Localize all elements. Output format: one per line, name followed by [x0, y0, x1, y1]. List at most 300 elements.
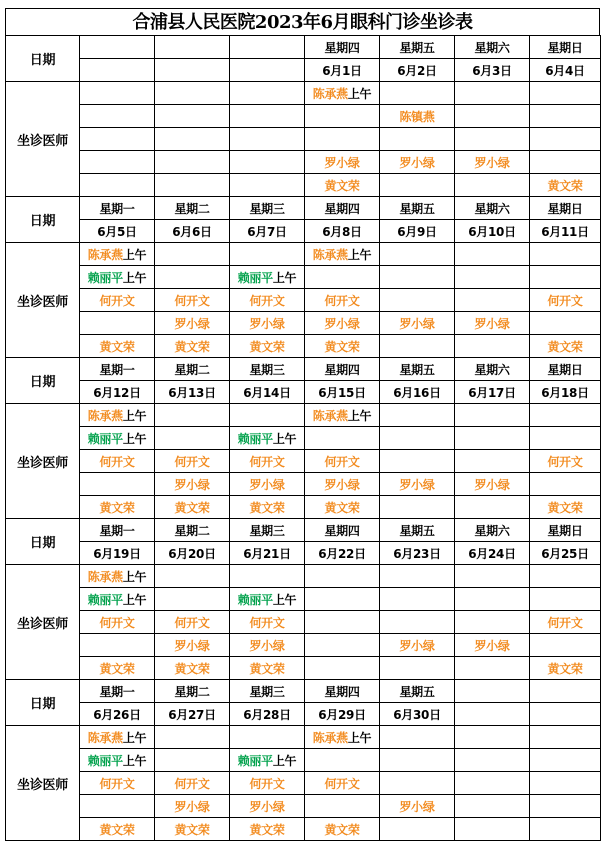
doctor-name: 黄文荣	[99, 339, 135, 354]
weekday-row	[6, 680, 601, 703]
doctor-name: 陈承燕	[87, 408, 123, 423]
schedule-cell	[155, 335, 230, 358]
schedule-cell	[305, 151, 380, 174]
schedule-cell	[530, 404, 601, 427]
schedule-cell	[455, 795, 530, 818]
schedule-cell	[155, 151, 230, 174]
schedule-cell	[455, 818, 530, 841]
doctor-row	[6, 818, 601, 841]
doctor-name: 陈承燕	[87, 569, 123, 584]
schedule-cell	[230, 289, 305, 312]
schedule-cell	[230, 473, 305, 496]
schedule-cell	[530, 335, 601, 358]
schedule-cell	[80, 243, 155, 266]
doctor-name: 黄文荣	[249, 661, 285, 676]
doctor-name: 赖丽平	[87, 592, 123, 607]
doctor-name: 陈承燕	[87, 730, 123, 745]
doctor-row	[6, 404, 601, 427]
date-cell: 6月16日	[380, 381, 455, 404]
date-cell	[80, 59, 155, 82]
weekday-cell: 星期五	[380, 197, 455, 220]
schedule-cell	[230, 795, 305, 818]
schedule-cell	[380, 105, 455, 128]
date-label: 日期	[6, 36, 80, 82]
date-cell: 6月6日	[155, 220, 230, 243]
schedule-cell	[380, 588, 455, 611]
schedule-cell	[530, 818, 601, 841]
schedule-cell	[380, 611, 455, 634]
date-cell	[230, 59, 305, 82]
doctor-name: 赖丽平	[237, 270, 273, 285]
date-cell	[455, 703, 530, 726]
doctor-name: 罗小绿	[174, 799, 210, 814]
schedule-cell	[155, 588, 230, 611]
doctor-row	[6, 634, 601, 657]
schedule-cell	[305, 634, 380, 657]
weekday-cell: 星期二	[155, 197, 230, 220]
date-row	[6, 381, 601, 404]
schedule-cell	[155, 243, 230, 266]
session-label: 上午	[122, 270, 147, 285]
schedule-cell	[305, 726, 380, 749]
schedule-cell	[80, 565, 155, 588]
date-cell: 6月23日	[380, 542, 455, 565]
schedule-cell	[305, 243, 380, 266]
schedule-cell	[230, 772, 305, 795]
schedule-cell	[305, 611, 380, 634]
weekday-cell: 星期二	[155, 519, 230, 542]
doctor-name: 陈镇燕	[399, 109, 435, 124]
schedule-cell	[80, 772, 155, 795]
doctor-row	[6, 726, 601, 749]
schedule-cell	[155, 174, 230, 197]
doctor-name: 赖丽平	[237, 431, 273, 446]
schedule-cell	[155, 427, 230, 450]
schedule-cell	[455, 427, 530, 450]
schedule-cell	[455, 243, 530, 266]
schedule-cell	[80, 105, 155, 128]
schedule-cell	[530, 588, 601, 611]
weekday-cell: 星期五	[380, 680, 455, 703]
doctor-name: 罗小绿	[474, 155, 510, 170]
doctor-name: 陈承燕	[312, 730, 348, 745]
schedule-cell	[230, 565, 305, 588]
schedule-cell	[380, 427, 455, 450]
doctor-row	[6, 795, 601, 818]
schedule-cell	[80, 657, 155, 680]
schedule-cell	[455, 266, 530, 289]
schedule-sheet	[5, 8, 600, 841]
schedule-cell	[530, 312, 601, 335]
doctor-name: 何开文	[174, 293, 210, 308]
doctor-name: 罗小绿	[474, 316, 510, 331]
schedule-cell	[80, 128, 155, 151]
weekday-cell: 星期一	[80, 519, 155, 542]
doctor-row	[6, 82, 601, 105]
date-row	[6, 703, 601, 726]
date-cell: 6月25日	[530, 542, 601, 565]
schedule-cell	[380, 289, 455, 312]
schedule-cell	[305, 427, 380, 450]
schedule-cell	[305, 565, 380, 588]
schedule-cell	[455, 496, 530, 519]
schedule-cell	[305, 128, 380, 151]
schedule-cell	[530, 450, 601, 473]
schedule-cell	[155, 473, 230, 496]
weekday-cell: 星期三	[230, 680, 305, 703]
date-cell	[530, 703, 601, 726]
doctor-name: 罗小绿	[249, 799, 285, 814]
schedule-cell	[530, 174, 601, 197]
doctor-name: 罗小绿	[324, 477, 360, 492]
schedule-cell	[530, 243, 601, 266]
schedule-cell	[230, 312, 305, 335]
weekday-row	[6, 519, 601, 542]
doctor-name: 罗小绿	[324, 155, 360, 170]
date-cell: 6月3日	[455, 59, 530, 82]
doctor-name: 罗小绿	[249, 316, 285, 331]
doctor-name: 赖丽平	[87, 270, 123, 285]
schedule-cell	[155, 726, 230, 749]
doctor-label: 坐诊医师	[6, 82, 80, 197]
doctor-name: 罗小绿	[399, 638, 435, 653]
date-cell: 6月27日	[155, 703, 230, 726]
session-label: 上午	[122, 431, 147, 446]
doctor-row	[6, 243, 601, 266]
date-label: 日期	[6, 358, 80, 404]
schedule-cell	[380, 496, 455, 519]
schedule-cell	[530, 496, 601, 519]
date-cell: 6月7日	[230, 220, 305, 243]
doctor-name: 罗小绿	[474, 638, 510, 653]
schedule-cell	[155, 82, 230, 105]
doctor-row	[6, 289, 601, 312]
session-label: 上午	[272, 753, 297, 768]
doctor-row	[6, 335, 601, 358]
doctor-name: 何开文	[99, 454, 135, 469]
schedule-cell	[155, 404, 230, 427]
doctor-name: 黄文荣	[324, 178, 360, 193]
weekday-row	[6, 197, 601, 220]
schedule-cell	[455, 588, 530, 611]
schedule-cell	[455, 82, 530, 105]
schedule-cell	[530, 565, 601, 588]
schedule-cell	[230, 404, 305, 427]
schedule-cell	[530, 105, 601, 128]
weekday-cell: 星期五	[380, 519, 455, 542]
session-label: 上午	[347, 730, 372, 745]
schedule-cell	[155, 634, 230, 657]
doctor-name: 何开文	[249, 293, 285, 308]
session-label: 上午	[347, 247, 372, 262]
weekday-cell: 星期四	[305, 197, 380, 220]
schedule-cell	[80, 404, 155, 427]
schedule-cell	[530, 266, 601, 289]
schedule-cell	[455, 335, 530, 358]
schedule-cell	[455, 174, 530, 197]
doctor-name: 陈承燕	[312, 247, 348, 262]
schedule-cell	[155, 496, 230, 519]
doctor-name: 何开文	[249, 776, 285, 791]
session-label: 上午	[272, 431, 297, 446]
schedule-cell	[155, 289, 230, 312]
doctor-name: 何开文	[249, 615, 285, 630]
date-cell: 6月14日	[230, 381, 305, 404]
schedule-cell	[380, 151, 455, 174]
date-cell: 6月19日	[80, 542, 155, 565]
doctor-row	[6, 266, 601, 289]
doctor-row	[6, 174, 601, 197]
weekday-cell	[80, 36, 155, 59]
schedule-cell	[155, 450, 230, 473]
schedule-cell	[80, 588, 155, 611]
schedule-cell	[380, 726, 455, 749]
schedule-cell	[80, 634, 155, 657]
doctor-name: 罗小绿	[399, 799, 435, 814]
weekday-cell: 星期一	[80, 197, 155, 220]
date-cell: 6月12日	[80, 381, 155, 404]
schedule-cell	[305, 266, 380, 289]
schedule-cell	[305, 818, 380, 841]
weekday-cell: 星期三	[230, 358, 305, 381]
doctor-name: 黄文荣	[547, 500, 583, 515]
date-cell: 6月15日	[305, 381, 380, 404]
schedule-cell	[380, 634, 455, 657]
doctor-row	[6, 496, 601, 519]
doctor-name: 罗小绿	[249, 477, 285, 492]
schedule-cell	[305, 588, 380, 611]
schedule-cell	[80, 427, 155, 450]
doctor-name: 黄文荣	[547, 178, 583, 193]
date-cell: 6月26日	[80, 703, 155, 726]
schedule-cell	[230, 749, 305, 772]
date-label: 日期	[6, 197, 80, 243]
weekday-row	[6, 36, 601, 59]
schedule-cell	[380, 772, 455, 795]
date-cell: 6月21日	[230, 542, 305, 565]
schedule-cell	[455, 611, 530, 634]
doctor-name: 黄文荣	[99, 500, 135, 515]
schedule-cell	[230, 496, 305, 519]
schedule-cell	[380, 335, 455, 358]
schedule-cell	[380, 565, 455, 588]
schedule-cell	[380, 657, 455, 680]
schedule-cell	[155, 105, 230, 128]
schedule-cell	[80, 749, 155, 772]
schedule-cell	[455, 151, 530, 174]
date-row	[6, 220, 601, 243]
weekday-cell: 星期日	[530, 197, 601, 220]
weekday-cell: 星期一	[80, 680, 155, 703]
weekday-cell	[455, 680, 530, 703]
weekday-row	[6, 358, 601, 381]
doctor-name: 何开文	[99, 293, 135, 308]
session-label: 上午	[122, 569, 147, 584]
doctor-name: 罗小绿	[249, 638, 285, 653]
doctor-name: 何开文	[249, 454, 285, 469]
date-cell: 6月22日	[305, 542, 380, 565]
schedule-cell	[80, 174, 155, 197]
doctor-name: 黄文荣	[547, 661, 583, 676]
session-label: 上午	[347, 408, 372, 423]
weekday-cell: 星期四	[305, 680, 380, 703]
doctor-row	[6, 473, 601, 496]
schedule-cell	[80, 450, 155, 473]
schedule-cell	[530, 473, 601, 496]
session-label: 上午	[347, 86, 372, 101]
doctor-row	[6, 772, 601, 795]
doctor-row	[6, 128, 601, 151]
weekday-cell: 星期日	[530, 358, 601, 381]
schedule-cell	[305, 174, 380, 197]
schedule-cell	[455, 105, 530, 128]
schedule-cell	[455, 473, 530, 496]
doctor-name: 赖丽平	[237, 592, 273, 607]
doctor-name: 黄文荣	[99, 661, 135, 676]
doctor-name: 罗小绿	[174, 316, 210, 331]
date-cell: 6月28日	[230, 703, 305, 726]
doctor-row	[6, 450, 601, 473]
date-cell: 6月20日	[155, 542, 230, 565]
doctor-name: 何开文	[174, 454, 210, 469]
schedule-cell	[530, 427, 601, 450]
doctor-name: 何开文	[99, 615, 135, 630]
doctor-name: 陈承燕	[87, 247, 123, 262]
schedule-cell	[455, 404, 530, 427]
doctor-name: 罗小绿	[399, 477, 435, 492]
schedule-cell	[380, 312, 455, 335]
schedule-cell	[155, 772, 230, 795]
doctor-name: 黄文荣	[547, 339, 583, 354]
schedule-cell	[230, 82, 305, 105]
schedule-cell	[455, 657, 530, 680]
date-cell: 6月13日	[155, 381, 230, 404]
weekday-cell	[155, 36, 230, 59]
page-title: 合浦县人民医院2023年6月眼科门诊坐诊表	[5, 8, 600, 35]
schedule-cell	[155, 795, 230, 818]
doctor-name: 黄文荣	[174, 822, 210, 837]
doctor-name: 陈承燕	[312, 86, 348, 101]
schedule-cell	[380, 473, 455, 496]
date-cell: 6月8日	[305, 220, 380, 243]
doctor-row	[6, 427, 601, 450]
weekday-cell: 星期六	[455, 358, 530, 381]
schedule-cell	[80, 289, 155, 312]
doctor-label: 坐诊医师	[6, 404, 80, 519]
date-cell: 6月17日	[455, 381, 530, 404]
schedule-cell	[380, 128, 455, 151]
schedule-cell	[455, 634, 530, 657]
schedule-cell	[80, 473, 155, 496]
session-label: 上午	[122, 247, 147, 262]
schedule-cell	[80, 818, 155, 841]
weekday-cell: 星期四	[305, 519, 380, 542]
weekday-cell: 星期六	[455, 197, 530, 220]
weekday-cell	[230, 36, 305, 59]
weekday-cell: 星期六	[455, 519, 530, 542]
doctor-name: 黄文荣	[249, 822, 285, 837]
weekday-cell: 星期三	[230, 197, 305, 220]
schedule-cell	[230, 450, 305, 473]
session-label: 上午	[122, 730, 147, 745]
doctor-name: 何开文	[547, 293, 583, 308]
doctor-name: 黄文荣	[174, 661, 210, 676]
schedule-cell	[530, 795, 601, 818]
doctor-name: 赖丽平	[87, 753, 123, 768]
doctor-name: 罗小绿	[174, 638, 210, 653]
doctor-name: 赖丽平	[87, 431, 123, 446]
date-cell	[155, 59, 230, 82]
date-cell: 6月2日	[380, 59, 455, 82]
doctor-name: 何开文	[324, 454, 360, 469]
weekday-cell: 星期四	[305, 358, 380, 381]
doctor-name: 黄文荣	[249, 339, 285, 354]
date-cell: 6月24日	[455, 542, 530, 565]
schedule-cell	[380, 404, 455, 427]
schedule-cell	[305, 749, 380, 772]
doctor-row	[6, 312, 601, 335]
doctor-name: 黄文荣	[174, 500, 210, 515]
schedule-cell	[455, 450, 530, 473]
schedule-cell	[230, 818, 305, 841]
doctor-name: 陈承燕	[312, 408, 348, 423]
schedule-cell	[305, 312, 380, 335]
schedule-cell	[80, 312, 155, 335]
doctor-row	[6, 611, 601, 634]
date-row	[6, 542, 601, 565]
schedule-cell	[305, 450, 380, 473]
doctor-row	[6, 105, 601, 128]
schedule-cell	[455, 726, 530, 749]
doctor-name: 罗小绿	[174, 477, 210, 492]
schedule-cell	[230, 427, 305, 450]
schedule-cell	[230, 151, 305, 174]
weekday-cell: 星期日	[530, 519, 601, 542]
doctor-name: 何开文	[324, 293, 360, 308]
schedule-cell	[155, 266, 230, 289]
doctor-row	[6, 588, 601, 611]
schedule-cell	[230, 266, 305, 289]
date-cell: 6月9日	[380, 220, 455, 243]
session-label: 上午	[122, 592, 147, 607]
doctor-name: 罗小绿	[324, 316, 360, 331]
session-label: 上午	[272, 592, 297, 607]
weekday-cell: 星期五	[380, 36, 455, 59]
schedule-cell	[155, 128, 230, 151]
doctor-name: 何开文	[174, 776, 210, 791]
schedule-cell	[380, 795, 455, 818]
schedule-cell	[230, 128, 305, 151]
schedule-cell	[305, 335, 380, 358]
schedule-cell	[80, 726, 155, 749]
schedule-cell	[530, 128, 601, 151]
schedule-cell	[80, 82, 155, 105]
schedule-cell	[230, 335, 305, 358]
schedule-cell	[155, 657, 230, 680]
doctor-name: 何开文	[174, 615, 210, 630]
schedule-cell	[305, 289, 380, 312]
schedule-cell	[530, 611, 601, 634]
date-cell: 6月29日	[305, 703, 380, 726]
schedule-cell	[155, 749, 230, 772]
schedule-cell	[230, 657, 305, 680]
doctor-name: 何开文	[99, 776, 135, 791]
schedule-cell	[80, 611, 155, 634]
schedule-cell	[230, 588, 305, 611]
doctor-name: 罗小绿	[399, 155, 435, 170]
date-cell: 6月10日	[455, 220, 530, 243]
doctor-name: 赖丽平	[237, 753, 273, 768]
